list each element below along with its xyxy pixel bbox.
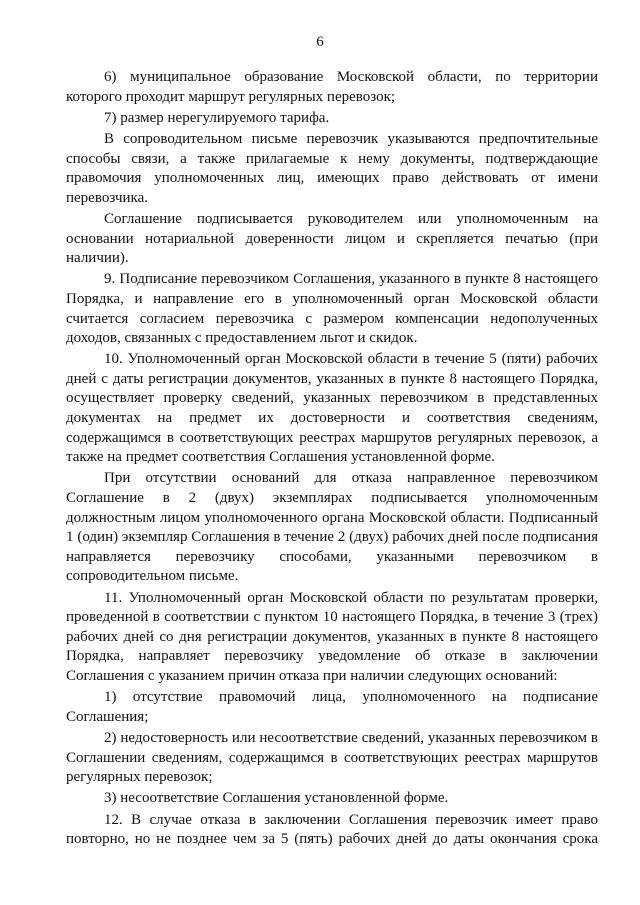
page-number: 6 — [316, 34, 324, 50]
paragraph-clause-10: 10. Уполномоченный орган Московской области в течение 5 (пяти) рабочих дней с даты регистрации документов, указанных в пункте 8 настоящего Порядка, осуществляет проверку сведений, указанных перевозчиком в представленных документах на предмет их достоверности и соответствия сведениям, содержащимся в соответствующих реестрах маршрутов регулярных перевозок, а также на предмет соответствия Соглашения установленной форме. — [66, 351, 598, 466]
paragraph-ground-2: 2) недостоверность или несоответствие сведений, указанных перевозчиком в Соглашении сведениям, содержащимся в соответствующих реестрах маршрутов регулярных перевозок; — [66, 729, 598, 786]
document-body — [66, 68, 598, 851]
paragraph-item-6-municipality: 6) муниципальное образование Московской области, по территории которого проходит маршрут регулярных перевозок; — [66, 69, 598, 105]
paragraph-item-7-tariff: 7) размер нерегулируемого тарифа. — [104, 109, 330, 126]
paragraph-agreement-signing: Соглашение подписывается руководителем или уполномоченным на основании нотариальной доверенности лицом и скрепляется печатью (при наличии). — [66, 210, 598, 267]
paragraph-clause-9: 9. Подписание перевозчиком Соглашения, указанного в пункте 8 настоящего Порядка, и направление его в уполномоченный орган Московской области считается согласием перевозчика с размером компенсации недополученных доходов, связанных с предоставлением льгот и скидок. — [66, 271, 598, 347]
paragraph-cover-letter: В сопроводительном письме перевозчик указываются предпочтительные способы связи, а также прилагаемые к нему документы, подтверждающие правомочия уполномоченных лиц, имеющих право действовать от имени перевозчика. — [66, 130, 598, 206]
paragraph-clause-11: 11. Уполномоченный орган Московской области по результатам проверки, проведенной в соответствии с пунктом 10 настоящего Порядка, в течение 3 (трех) рабочих дней со дня регистрации документов, указанных в пункте 8 настоящего Порядка, направляет перевозчику уведомление об отказе в заключении Соглашения с указанием причин отказа при наличии следующих оснований: — [66, 589, 598, 684]
paragraph-clause-12: 12. В случае отказа в заключении Соглашения перевозчик имеет право повторно, но не позднее чем за 5 (пять) рабочих дней до даты окончания срока — [66, 811, 598, 848]
paragraph-no-refusal-grounds: При отсутствии оснований для отказа направленное перевозчиком Соглашение в 2 (двух) экземплярах подписывается уполномоченным должностным лицом уполномоченного органа Московской области. Подписанный 1 (один) экземпляр Соглашения в течение 2 (двух) рабочих дней после подписания направляется перевозчику способами, указанными перевозчиком в сопроводительном письме. — [66, 470, 598, 585]
paragraph-ground-1: 1) отсутствие правомочий лица, уполномоченного на подписание Соглашения; — [66, 689, 598, 725]
paragraph-ground-3: 3) несоответствие Соглашения установленной форме. — [104, 790, 449, 807]
